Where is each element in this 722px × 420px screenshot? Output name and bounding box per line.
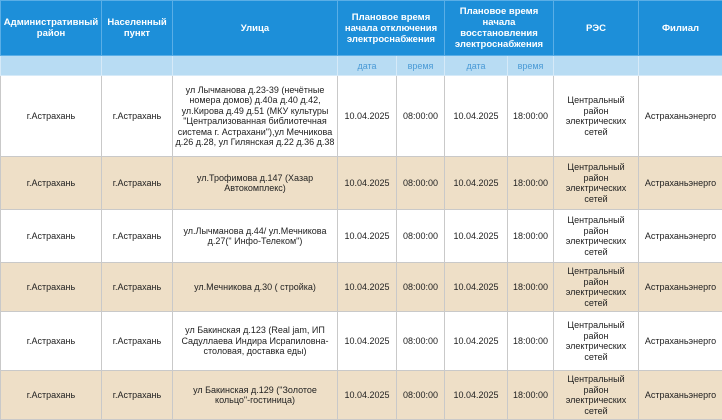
cell-res: Центральный район электрических сетей bbox=[554, 210, 639, 263]
cell-off-time: 08:00:00 bbox=[397, 210, 445, 263]
subheader-empty bbox=[102, 56, 173, 76]
table-row bbox=[1, 210, 722, 263]
cell-on-date: 10.04.2025 bbox=[445, 263, 508, 312]
cell-street: ул Лычманова д.23-39 (нечётные номера домов) д.40а д.40 д.42, ул.Кирова д.49 д.51 (МКУ культуры "Централизованная библиотечная система г. Астрахани"),ул Мечникова д.26 д.28, ул Гилянская д.22 д.36 д.38 bbox=[173, 76, 338, 157]
cell-district: г.Астрахань bbox=[1, 76, 102, 157]
cell-district: г.Астрахань bbox=[1, 210, 102, 263]
table-row bbox=[1, 312, 722, 371]
header-planned-on[interactable]: Плановое время начала восстановления электроснабжения bbox=[445, 1, 554, 56]
subheader-on-date[interactable]: дата bbox=[445, 56, 508, 76]
table-subheader-row bbox=[1, 56, 722, 76]
cell-district: г.Астрахань bbox=[1, 263, 102, 312]
cell-on-time: 18:00:00 bbox=[508, 371, 554, 420]
header-settlement[interactable]: Населенный пункт bbox=[102, 1, 173, 56]
cell-on-time: 18:00:00 bbox=[508, 210, 554, 263]
cell-off-time: 08:00:00 bbox=[397, 157, 445, 210]
subheader-empty bbox=[173, 56, 338, 76]
cell-filial: Астраханьэнерго bbox=[639, 312, 722, 371]
cell-on-time: 18:00:00 bbox=[508, 263, 554, 312]
cell-res: Центральный район электрических сетей bbox=[554, 371, 639, 420]
cell-settlement: г.Астрахань bbox=[102, 76, 173, 157]
cell-res: Центральный район электрических сетей bbox=[554, 263, 639, 312]
cell-street: ул.Трофимова д.147 (Хазар Автокомплекс) bbox=[173, 157, 338, 210]
subheader-off-date[interactable]: дата bbox=[338, 56, 397, 76]
cell-off-time: 08:00:00 bbox=[397, 76, 445, 157]
cell-off-date: 10.04.2025 bbox=[338, 76, 397, 157]
cell-street: ул.Лычманова д.44/ ул.Мечникова д.27(" Инфо-Телеком") bbox=[173, 210, 338, 263]
header-res[interactable]: РЭС bbox=[554, 1, 639, 56]
table-row bbox=[1, 157, 722, 210]
cell-on-date: 10.04.2025 bbox=[445, 371, 508, 420]
cell-district: г.Астрахань bbox=[1, 157, 102, 210]
subheader-empty bbox=[639, 56, 722, 76]
cell-settlement: г.Астрахань bbox=[102, 157, 173, 210]
cell-off-date: 10.04.2025 bbox=[338, 210, 397, 263]
cell-res: Центральный район электрических сетей bbox=[554, 312, 639, 371]
header-filial[interactable]: Филиал bbox=[639, 1, 722, 56]
header-admin-district[interactable]: Административный район bbox=[1, 1, 102, 56]
cell-on-date: 10.04.2025 bbox=[445, 312, 508, 371]
cell-res: Центральный район электрических сетей bbox=[554, 76, 639, 157]
subheader-on-time[interactable]: время bbox=[508, 56, 554, 76]
cell-district: г.Астрахань bbox=[1, 371, 102, 420]
cell-settlement: г.Астрахань bbox=[102, 312, 173, 371]
cell-off-date: 10.04.2025 bbox=[338, 312, 397, 371]
cell-settlement: г.Астрахань bbox=[102, 210, 173, 263]
cell-filial: Астраханьэнерго bbox=[639, 210, 722, 263]
subheader-empty bbox=[554, 56, 639, 76]
header-planned-off[interactable]: Плановое время начала отключения электроснабжения bbox=[338, 1, 445, 56]
table-header-row bbox=[1, 1, 722, 56]
cell-filial: Астраханьэнерго bbox=[639, 263, 722, 312]
cell-district: г.Астрахань bbox=[1, 312, 102, 371]
cell-settlement: г.Астрахань bbox=[102, 371, 173, 420]
cell-off-time: 08:00:00 bbox=[397, 312, 445, 371]
cell-filial: Астраханьэнерго bbox=[639, 157, 722, 210]
cell-filial: Астраханьэнерго bbox=[639, 76, 722, 157]
cell-settlement: г.Астрахань bbox=[102, 263, 173, 312]
subheader-empty bbox=[1, 56, 102, 76]
cell-street: ул.Мечникова д.30 ( стройка) bbox=[173, 263, 338, 312]
subheader-off-time[interactable]: время bbox=[397, 56, 445, 76]
header-street[interactable]: Улица bbox=[173, 1, 338, 56]
table-row bbox=[1, 76, 722, 157]
cell-on-date: 10.04.2025 bbox=[445, 76, 508, 157]
table-row bbox=[1, 371, 722, 420]
cell-on-time: 18:00:00 bbox=[508, 76, 554, 157]
cell-off-date: 10.04.2025 bbox=[338, 371, 397, 420]
cell-on-time: 18:00:00 bbox=[508, 157, 554, 210]
cell-res: Центральный район электрических сетей bbox=[554, 157, 639, 210]
cell-on-time: 18:00:00 bbox=[508, 312, 554, 371]
cell-street: ул Бакинская д.129 ("Золотое кольцо"-гостиница) bbox=[173, 371, 338, 420]
cell-off-date: 10.04.2025 bbox=[338, 157, 397, 210]
cell-off-time: 08:00:00 bbox=[397, 263, 445, 312]
cell-filial: Астраханьэнерго bbox=[639, 371, 722, 420]
cell-street: ул Бакинская д.123 (Real jam, ИП Садуллаева Индира Исрапиловна- столовая, доставка еды) bbox=[173, 312, 338, 371]
table-row bbox=[1, 263, 722, 312]
cell-off-date: 10.04.2025 bbox=[338, 263, 397, 312]
cell-on-date: 10.04.2025 bbox=[445, 210, 508, 263]
cell-on-date: 10.04.2025 bbox=[445, 157, 508, 210]
cell-off-time: 08:00:00 bbox=[397, 371, 445, 420]
